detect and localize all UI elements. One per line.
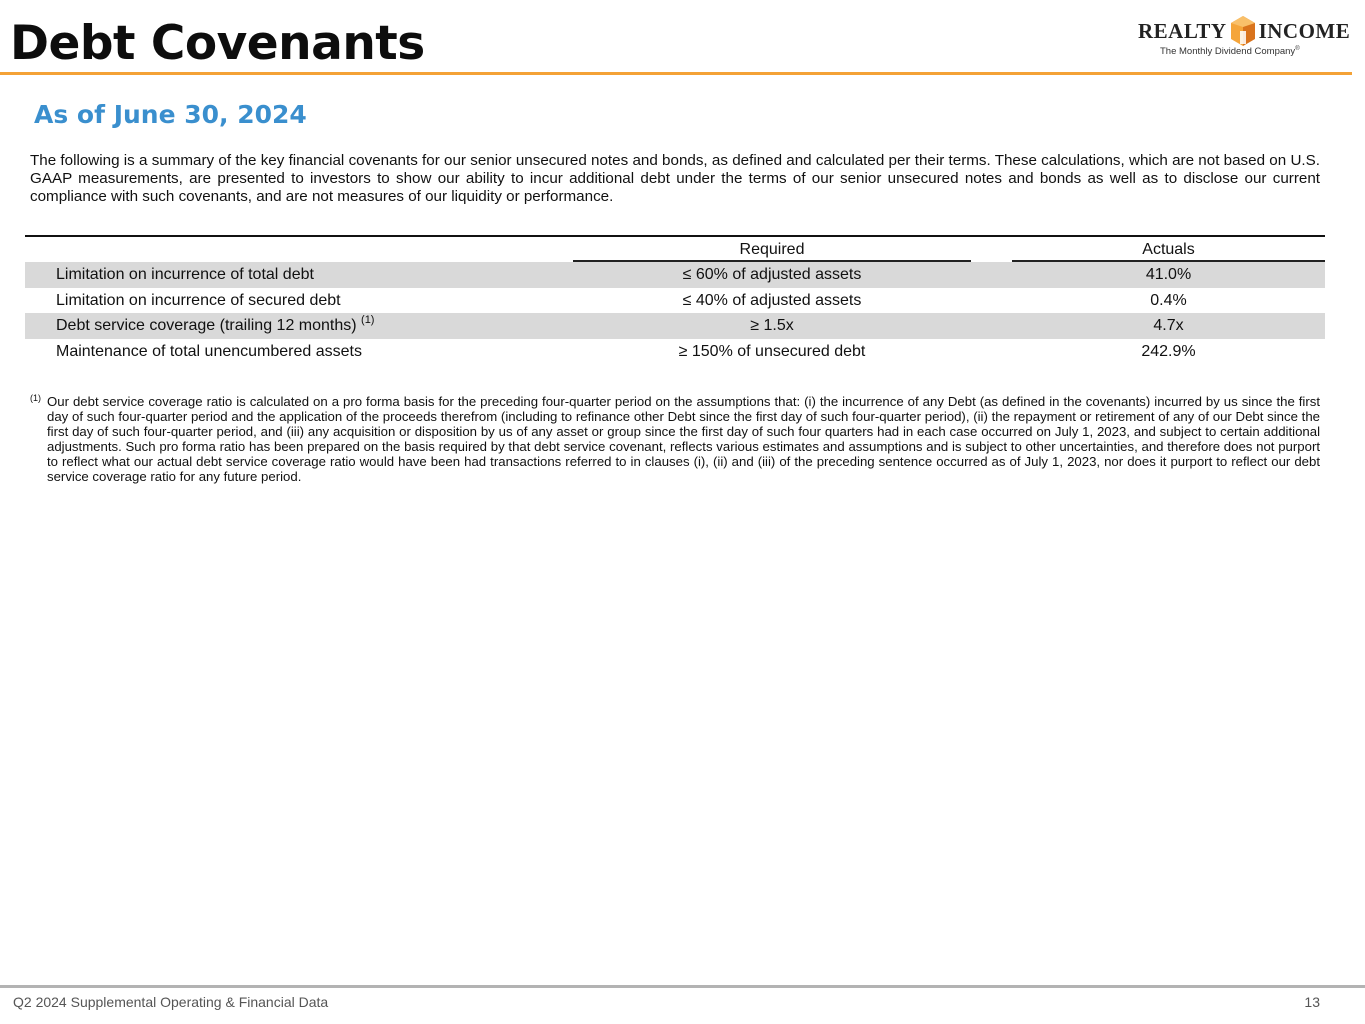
covenant-required: ≥ 1.5x	[750, 317, 794, 334]
covenant-actual: 4.7x	[1153, 317, 1184, 334]
logo-word-right: INCOME	[1258, 18, 1351, 43]
covenant-label: Maintenance of total unencumbered assets	[56, 343, 362, 360]
footer-document-title: Q2 2024 Supplemental Operating & Financial Data	[13, 994, 329, 1010]
covenant-label: Debt service coverage (trailing 12 months) $^{(1)}$	[56, 313, 375, 334]
page-title: Debt Covenants	[10, 16, 425, 71]
intro-paragraph: The following is a summary of the key financial covenants for our senior unsecured notes and bonds, as defined and calculated per their terms. These calculations, which are not based on U.S. GAAP measurements, are presented to investors to show our ability to incur additional debt under the terms of our senior unsecured notes and bonds as well as to disclose our current compliance with such covenants, and are not measures of our liquidity or performance.	[30, 152, 1320, 205]
as-of-date-heading: As of June 30, 2024	[34, 100, 307, 129]
table-row	[25, 288, 1325, 314]
footnote-text: Our debt service coverage ratio is calculated on a pro forma basis for the preceding four-quarter period on the assumptions that: (i) the incurrence of any Debt (as defined in the covenants) incurred by us since the first day of such four-quarter period and the application of the proceeds therefrom (including to refinance other Debt since the first day of such four-quarter period), (ii) the repayment or retirement of any of our Debt since the first day of such four-quarter period, and (iii) any acquisition or disposition by us of any asset or group since the first day of such four quarters had in each case occurred on July 1, 2023, and subject to certain additional adjustments. Such pro forma ratio has been prepared on the basis required by that debt service covenant, reflects various estimates and assumptions and is subject to other uncertainties, and therefore does not purport to reflect what our actual debt service coverage ratio would have been had transactions referred to in clauses (i), (ii) and (iii) of the preceding sentence occurred as of July 1, 2023, nor does it purport to reflect our debt service coverage ratio for any future period.	[47, 394, 1320, 484]
logo-wordmark	[1138, 15, 1350, 47]
table-row	[25, 262, 1325, 288]
covenant-required: ≥ 150% of unsecured debt	[678, 343, 866, 360]
table-row	[25, 313, 1325, 339]
covenant-label: Limitation on incurrence of total debt	[56, 266, 314, 283]
logo-tagline: The Monthly Dividend Company®	[1160, 46, 1300, 58]
logo-word-left: REALTY	[1138, 18, 1227, 43]
covenant-required: ≤ 40% of adjusted assets	[682, 292, 862, 309]
column-header-required: Required	[573, 240, 971, 262]
footnote	[30, 394, 1320, 484]
column-header-actuals: Actuals	[1012, 240, 1325, 262]
title-divider	[0, 72, 1352, 75]
company-logo	[1138, 12, 1351, 62]
covenant-label: Limitation on incurrence of secured debt	[56, 292, 341, 309]
page-number: 13	[1304, 994, 1320, 1010]
covenant-actual: 0.4%	[1150, 292, 1187, 309]
covenant-actual: 242.9%	[1141, 343, 1196, 360]
table-top-rule	[25, 235, 1325, 237]
footnote-marker: (1)	[30, 393, 41, 403]
table-row	[25, 339, 1325, 365]
footer-divider	[0, 985, 1365, 988]
covenant-actual: 41.0%	[1145, 266, 1192, 283]
covenant-required: ≤ 60% of adjusted assets	[682, 266, 862, 283]
realty-income-logo-mark-icon	[1229, 15, 1257, 47]
footnote-reference: (1)	[361, 313, 375, 326]
